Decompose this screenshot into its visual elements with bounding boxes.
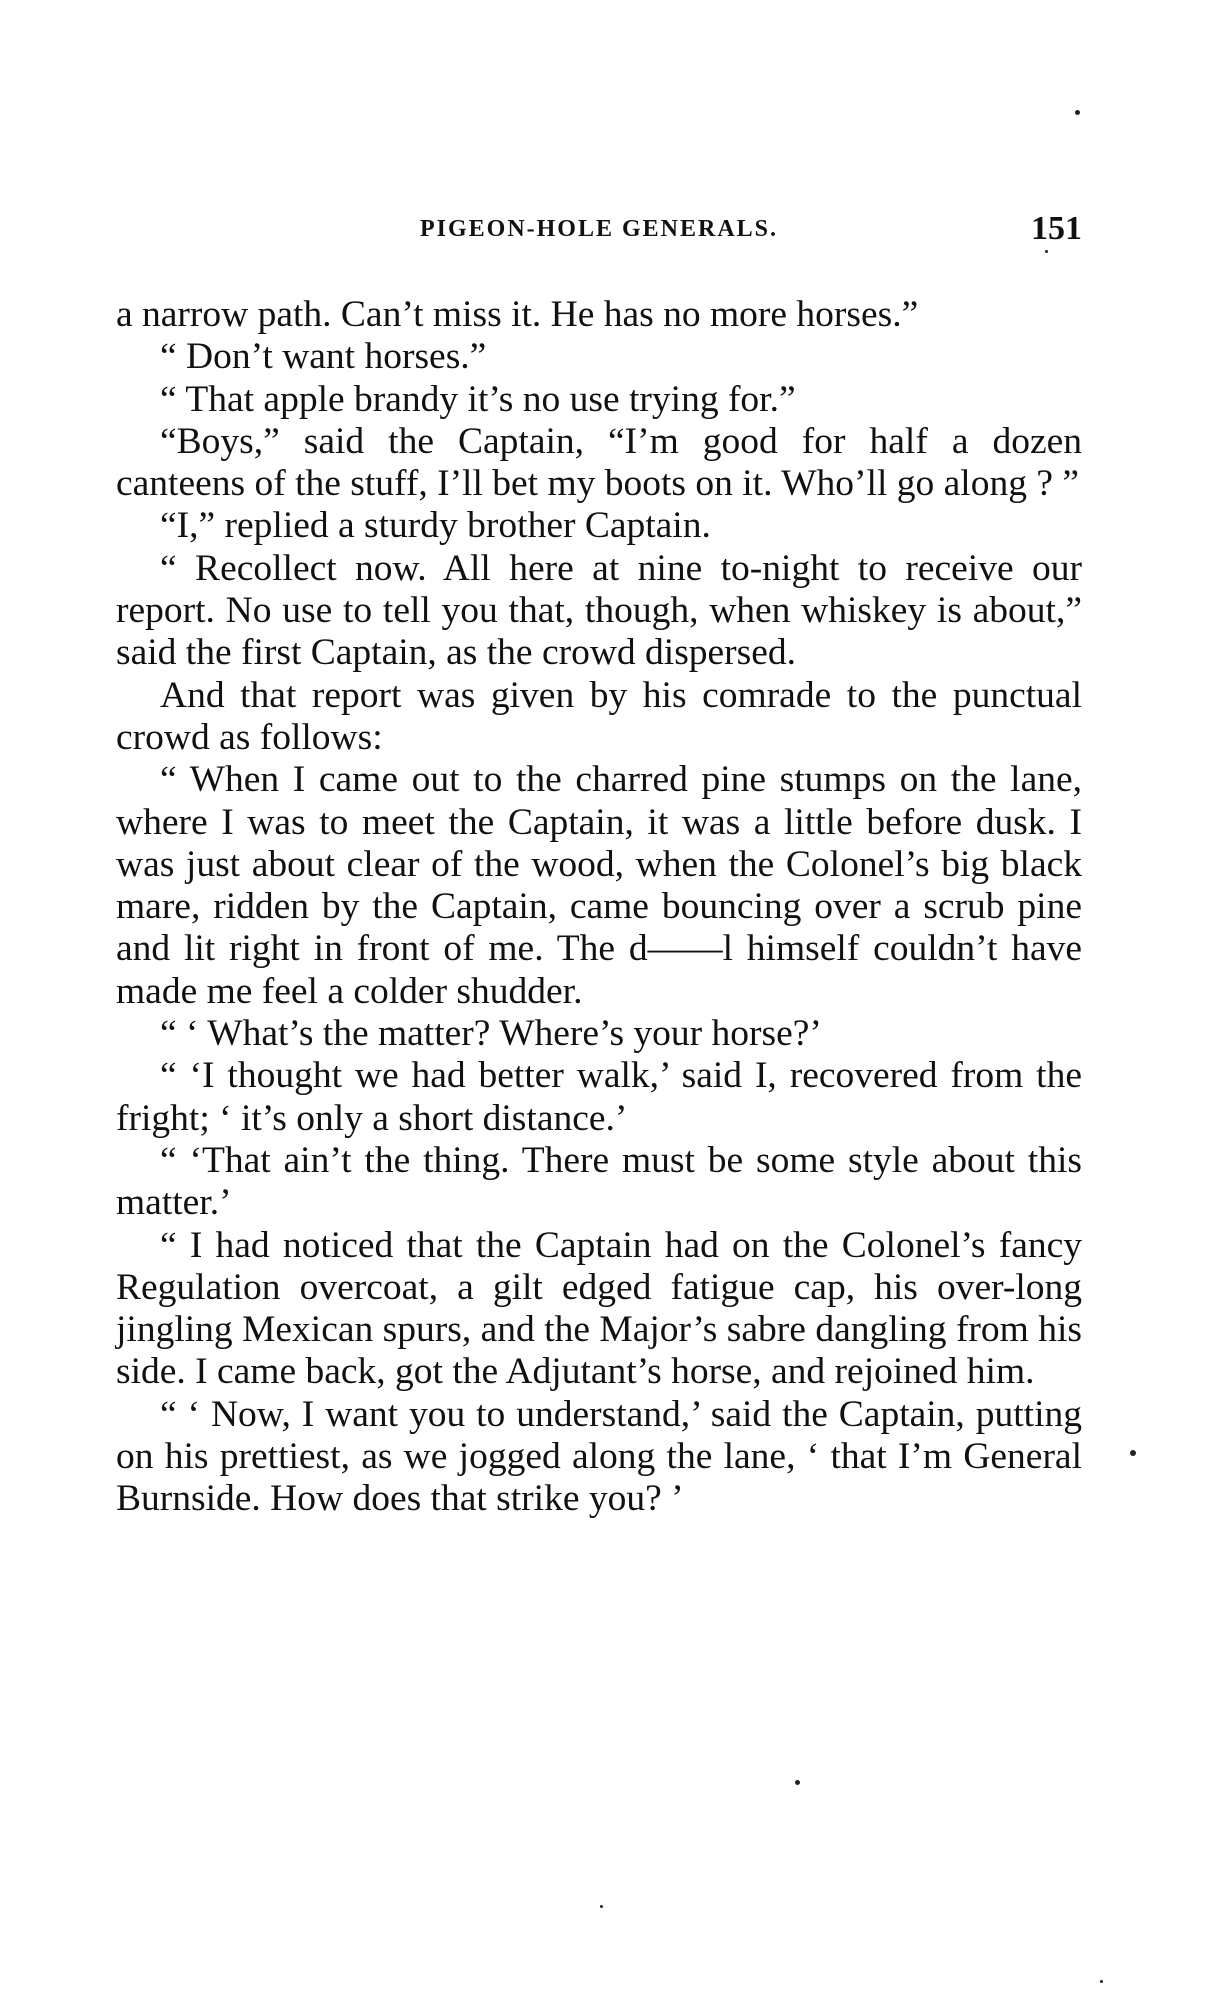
paragraph: “ I had noticed that the Captain had on the Colonel’s fancy Regulation overcoat, a gilt edged fatigue cap, his over-long jingling Mexican spurs, and the Major’s sabre dangling from his side. I came back, got the Adjutant’s horse, and rejoined him. bbox=[116, 1224, 1082, 1393]
running-title: PIGEON-HOLE GENERALS. bbox=[419, 216, 779, 242]
paragraph: “ That apple brandy it’s no use trying for.” bbox=[160, 378, 796, 420]
body-text bbox=[116, 294, 1082, 1521]
paragraph: “ When I came out to the charred pine stumps on the lane, where I was to meet the Captain, it was a little before dusk. I was just about clear of the wood, when the Colonel’s big black mare, ridden by the Captain, came bouncing over a scrub pine and lit right in front of me. The d——l himself couldn’t have made me feel a colder shudder. bbox=[116, 759, 1082, 1012]
scan-speck bbox=[795, 1780, 800, 1785]
paragraph: And that report was given by his comrade to the punctual crowd as follows: bbox=[116, 674, 1082, 758]
paragraph: “ Recollect now. All here at nine to-night to receive our report. No use to tell you that, though, when whiskey is about,” said the first Captain, as the crowd dispersed. bbox=[116, 547, 1082, 674]
page-number: 151 bbox=[1031, 210, 1082, 247]
paragraph: “ ‘ Now, I want you to understand,’ said the Captain, putting on his prettiest, as we jogged along the lane, ‘ that I’m General Burnside. How does that strike you? ’ bbox=[116, 1393, 1082, 1520]
scan-speck bbox=[1100, 1980, 1103, 1983]
paragraph: “ ‘That ain’t the thing. There must be some style about this matter.’ bbox=[116, 1139, 1082, 1224]
scan-speck bbox=[1075, 110, 1080, 115]
paragraph: “Boys,” said the Captain, “I’m good for half a dozen canteens of the stuff, I’ll bet my boots on it. Who’ll go along ? ” bbox=[116, 420, 1082, 505]
scan-speck bbox=[1130, 1450, 1136, 1456]
paragraph: “ ‘ What’s the matter? Where’s your horse?’ bbox=[160, 1013, 822, 1055]
scan-speck bbox=[1045, 250, 1048, 253]
running-head bbox=[116, 210, 1082, 250]
paragraph: “ ‘I thought we had better walk,’ said I, recovered from the fright; ‘ it’s only a short distance.’ bbox=[116, 1055, 1082, 1139]
paragraph: “I,” replied a sturdy brother Captain. bbox=[160, 505, 711, 547]
paragraph: “ Don’t want horses.” bbox=[160, 336, 487, 378]
scan-speck bbox=[600, 1905, 603, 1908]
paragraph-continuation: a narrow path. Can’t miss it. He has no more horses.” bbox=[116, 294, 919, 335]
